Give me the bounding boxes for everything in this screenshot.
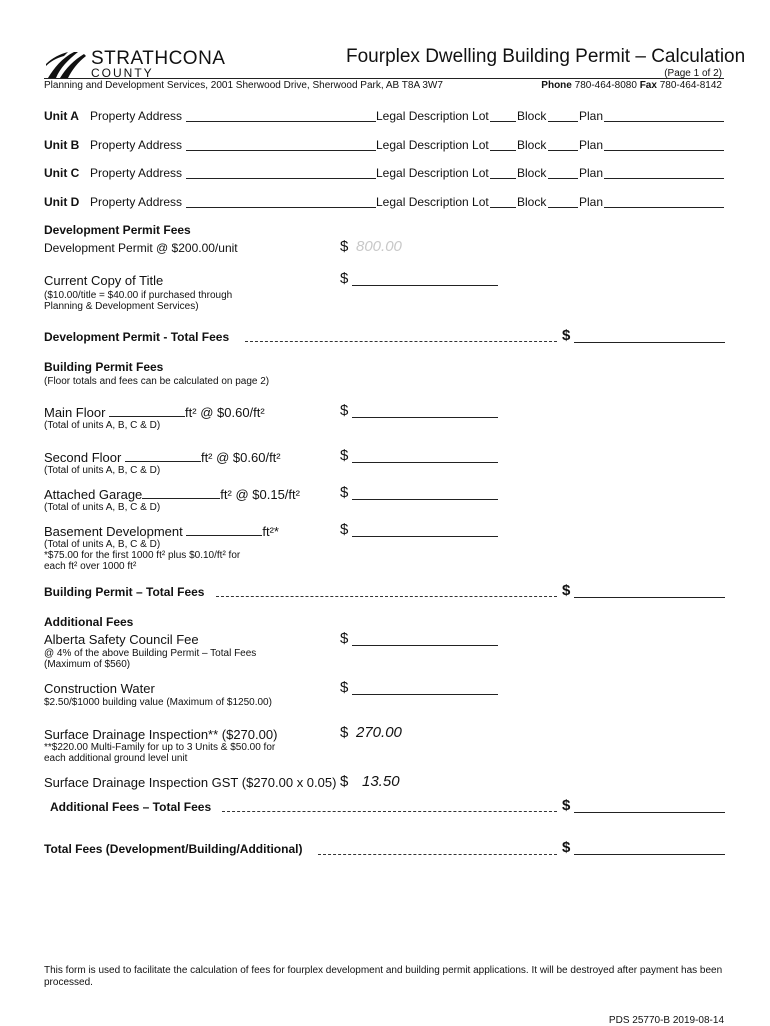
lot-field[interactable]	[490, 195, 516, 208]
dev-total-field[interactable]	[574, 330, 725, 343]
plan-label: Plan	[579, 166, 604, 180]
unit-label: Unit A	[44, 109, 79, 123]
leader-dots	[222, 811, 557, 812]
main-floor-fee-field[interactable]	[352, 405, 498, 418]
garage-label: Attached Garage	[44, 487, 143, 502]
main-floor-rate: ft² @ $0.60/ft²	[185, 405, 265, 420]
title-copy-note: ($10.00/title = $40.00 if purchased through Planning & Development Services)	[44, 290, 233, 312]
basement-fee-field[interactable]	[352, 524, 498, 537]
property-address-field[interactable]	[186, 138, 376, 151]
legal-description-label: Legal Description Lot	[376, 195, 489, 209]
property-address-field[interactable]	[186, 166, 376, 179]
second-floor-row	[44, 449, 281, 465]
second-floor-area-field[interactable]	[125, 449, 201, 462]
water-note: $2.50/$1000 building value (Maximum of $1250.00)	[44, 697, 272, 708]
sdi-label: Surface Drainage Inspection** ($270.00)	[44, 727, 278, 742]
page-indicator: (Page 1 of 2)	[664, 68, 722, 79]
phone-number: 780-464-8080	[574, 80, 637, 91]
unit-label: Unit C	[44, 166, 80, 180]
bp-note: (Floor totals and fees can be calculated on page 2)	[44, 376, 270, 387]
garage-fee-field[interactable]	[352, 487, 498, 500]
unit-row	[44, 166, 726, 182]
property-address-label: Property Address	[90, 166, 183, 180]
property-address-label: Property Address	[90, 195, 183, 209]
block-field[interactable]	[548, 195, 578, 208]
main-floor-label: Main Floor	[44, 405, 106, 420]
block-field[interactable]	[548, 166, 578, 179]
fax-number: 780-464-8142	[659, 80, 722, 91]
grand-total-dollar: $	[562, 839, 571, 856]
block-field[interactable]	[548, 138, 578, 151]
sdi-value: 270.00	[356, 724, 402, 741]
unit-row	[44, 109, 726, 125]
form-code: PDS 25770-B 2019-08-14	[608, 1015, 724, 1026]
property-address-field[interactable]	[186, 195, 376, 208]
grand-total-field[interactable]	[574, 842, 725, 855]
asc-dollar: $	[340, 630, 349, 647]
form-title: Fourplex Dwelling Building Permit – Calculation	[346, 46, 746, 67]
basement-row	[44, 523, 279, 539]
title-copy-label: Current Copy of Title	[44, 273, 164, 288]
plan-label: Plan	[579, 138, 604, 152]
leader-dots	[216, 596, 557, 597]
plan-field[interactable]	[604, 138, 724, 151]
bp-heading: Building Permit Fees	[44, 360, 164, 374]
main-floor-area-field[interactable]	[109, 404, 185, 417]
org-name: STRATHCONA	[91, 48, 226, 69]
phone-label: Phone	[541, 80, 572, 91]
add-total-field[interactable]	[574, 800, 725, 813]
fax-label: Fax	[639, 80, 657, 91]
lot-field[interactable]	[490, 138, 516, 151]
asc-fee-field[interactable]	[352, 633, 498, 646]
add-total-dollar: $	[562, 797, 571, 814]
footer-note: This form is used to facilitate the calculation of fees for fourplex development and building permit applications. It will be destroyed after payment has been processed.	[44, 965, 723, 988]
second-floor-fee-field[interactable]	[352, 450, 498, 463]
basement-note: (Total of units A, B, C & D) *$75.00 for the first 1000 ft² plus $0.10/ft² for each ft² over 1000 ft²	[44, 539, 241, 572]
add-total-label: Additional Fees – Total Fees	[50, 800, 212, 814]
title-copy-dollar: $	[340, 270, 349, 287]
legal-description-label: Legal Description Lot	[376, 109, 489, 123]
dev-permit-value: 800.00	[356, 238, 402, 255]
org-sub: COUNTY	[91, 66, 154, 80]
dev-total-dollar: $	[562, 327, 571, 344]
garage-rate: ft² @ $0.15/ft²	[220, 487, 300, 502]
garage-area-field[interactable]	[142, 486, 220, 499]
water-fee-field[interactable]	[352, 682, 498, 695]
garage-note: (Total of units A, B, C & D)	[44, 502, 161, 513]
bp-total-dollar: $	[562, 582, 571, 599]
garage-dollar: $	[340, 484, 349, 501]
unit-row	[44, 195, 726, 211]
leader-dots	[245, 341, 557, 342]
block-field[interactable]	[548, 109, 578, 122]
second-floor-rate: ft² @ $0.60/ft²	[200, 450, 281, 465]
gst-label: Surface Drainage Inspection GST ($270.00 x 0.05)	[44, 775, 337, 790]
strathcona-logo	[44, 48, 244, 82]
property-address-label: Property Address	[90, 138, 183, 152]
dev-permit-label: Development Permit @ $200.00/unit	[44, 241, 238, 255]
basement-rate: ft²*	[262, 524, 279, 539]
gst-value: 13.50	[362, 773, 400, 790]
lot-field[interactable]	[490, 166, 516, 179]
block-label: Block	[517, 138, 547, 152]
lot-field[interactable]	[490, 109, 516, 122]
main-floor-row	[44, 404, 265, 420]
bp-total-label: Building Permit – Total Fees	[44, 585, 205, 599]
basement-dollar: $	[340, 521, 349, 538]
water-label: Construction Water	[44, 681, 155, 696]
main-floor-note: (Total of units A, B, C & D)	[44, 420, 161, 431]
main-floor-dollar: $	[340, 402, 349, 419]
plan-label: Plan	[579, 109, 604, 123]
legal-description-label: Legal Description Lot	[376, 166, 489, 180]
dev-heading: Development Permit Fees	[44, 223, 191, 237]
second-floor-dollar: $	[340, 447, 349, 464]
dev-permit-dollar: $	[340, 238, 349, 255]
add-heading: Additional Fees	[44, 615, 134, 629]
unit-label: Unit B	[44, 138, 80, 152]
strathcona-logo-icon	[44, 50, 86, 80]
unit-label: Unit D	[44, 195, 80, 209]
asc-label: Alberta Safety Council Fee	[44, 632, 199, 647]
grand-total-label: Total Fees (Development/Building/Additional)	[44, 842, 303, 856]
header-rule	[44, 78, 724, 79]
gst-dollar: $	[340, 773, 349, 790]
water-dollar: $	[340, 679, 349, 696]
property-address-label: Property Address	[90, 109, 183, 123]
second-floor-label: Second Floor	[44, 450, 122, 465]
sdi-dollar: $	[340, 724, 349, 741]
leader-dots	[318, 854, 557, 855]
contact-info	[541, 80, 722, 91]
legal-description-label: Legal Description Lot	[376, 138, 489, 152]
block-label: Block	[517, 195, 547, 209]
plan-label: Plan	[579, 195, 604, 209]
basement-label: Basement Development	[44, 524, 183, 539]
asc-note: @ 4% of the above Building Permit – Total Fees (Maximum of $560)	[44, 648, 257, 670]
unit-row	[44, 138, 726, 154]
plan-field[interactable]	[604, 195, 724, 208]
plan-field[interactable]	[604, 166, 724, 179]
department-address: Planning and Development Services, 2001 Sherwood Drive, Sherwood Park, AB T8A 3W7	[44, 80, 443, 91]
second-floor-note: (Total of units A, B, C & D)	[44, 465, 161, 476]
basement-area-field[interactable]	[186, 523, 262, 536]
title-copy-field[interactable]	[352, 273, 498, 286]
plan-field[interactable]	[604, 109, 724, 122]
bp-total-field[interactable]	[574, 585, 725, 598]
property-address-field[interactable]	[186, 109, 376, 122]
block-label: Block	[517, 109, 547, 123]
garage-row	[44, 486, 300, 502]
dev-total-label: Development Permit - Total Fees	[44, 330, 230, 344]
sdi-note: **$220.00 Multi-Family for up to 3 Units & $50.00 for each additional ground level unit	[44, 742, 276, 764]
block-label: Block	[517, 166, 547, 180]
